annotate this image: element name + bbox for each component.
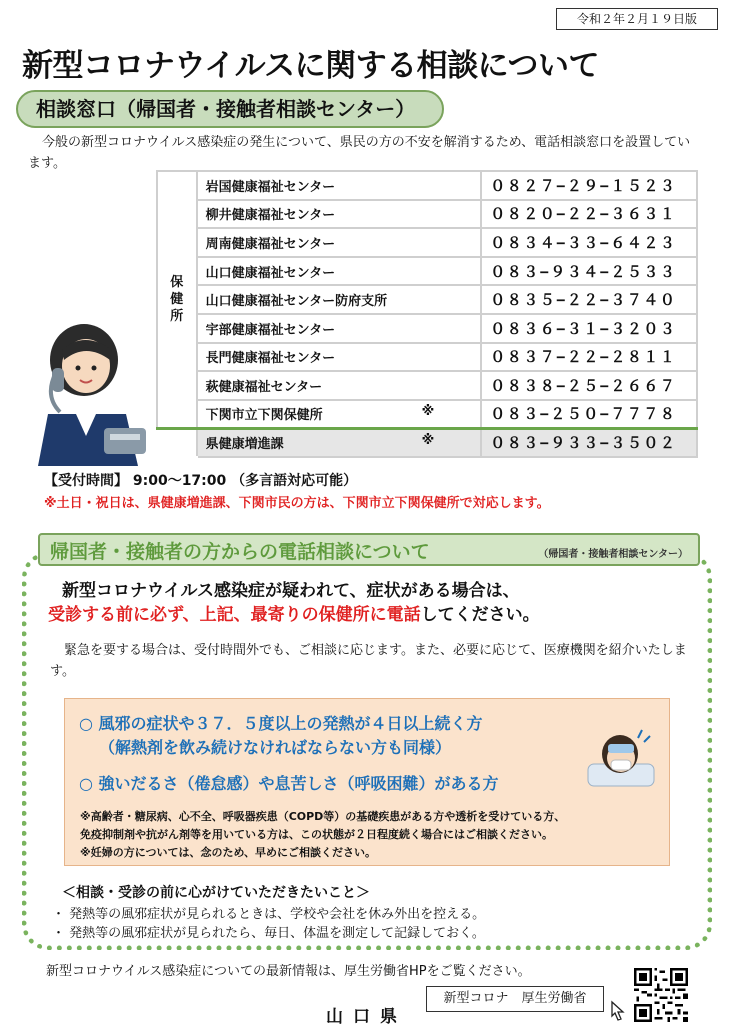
emergency-text: 緊急を要する場合は、受付時間外でも、ご相談に応じます。また、必要に応じて、医療機関を紹介いたします。 [50,643,687,679]
center-name [197,371,482,400]
center-name [197,285,482,314]
condition-note-2: 免疫抑制剤や抗がん剤等を用いている方は、この状態が２日程度続く場合にはご相談ください。 [80,828,553,841]
phone-number: ０８３８−２５−２６６７ [481,371,697,400]
center-name-text: 萩健康福祉センター [205,379,323,395]
phone-number: ０８２７−２９−１５２３ [481,171,697,200]
table-row-prefecture [157,428,697,457]
phone-number: ０８３７−２２−２８１１ [481,343,697,372]
center-name-text: 県健康増進課 [205,437,284,453]
center-name-text: 周南健康福祉センター [205,236,336,252]
page-title: 新型コロナウイルスに関する相談について [22,48,600,84]
note-mark: ※ [421,433,435,449]
sick-person-illustration [586,720,656,790]
lead-line-1: 新型コロナウイルス感染症が疑われて、症状がある場合は、 [62,581,520,601]
table-row [157,371,697,400]
table-row [157,400,697,429]
intro-text: 今般の新型コロナウイルス感染症の発生について、県民の方の不安を解消するため、電話相談窓口を設置しています。 [28,135,691,171]
center-name [197,171,482,200]
center-name [197,228,482,257]
center-name [197,257,482,286]
table-row [157,200,697,229]
phone-number: ０８３−９３３−３５０２ [481,428,697,457]
phone-number: ０８３−２５０−７７７８ [481,400,697,429]
edition-date: 令和２年２月１９日版 [556,8,718,30]
symptom-2: ○ 強いだるさ（倦怠感）や息苦しさ（呼吸困難）がある方 [79,774,499,793]
qr-code[interactable] [634,968,688,1022]
pointer-cursor-icon [606,1000,630,1022]
weekend-note: ※土日・祝日は、県健康増進課、下関市民の方は、下関市立下関保健所で対応します。 [44,496,550,511]
phone-number: ０８３４−３３−６４２３ [481,228,697,257]
center-name-text: 山口健康福祉センター防府支所 [205,294,388,310]
center-name [197,343,482,372]
phone-number: ０８３６−３１−３２０３ [481,314,697,343]
center-name [197,428,482,457]
table-row [157,171,697,200]
group-label-text: 保健所 [170,274,184,324]
center-name-text: 下関市立下関保健所 [205,408,323,424]
phone-number: ０８３５−２２−３７４０ [481,285,697,314]
tip-item: ・ 発熱等の風邪症状が見られるときは、学校や会社を休み外出を控える。 [52,907,486,922]
table-row [157,285,697,314]
phone-number: ０８２０−２２−３６３１ [481,200,697,229]
tip-item: ・ 発熱等の風邪症状が見られたら、毎日、体温を測定して記録しておく。 [52,926,485,941]
condition-note-1: ※高齢者・糖尿病、心不全、呼吸器疾患（COPD等）の基礎疾患がある方や透析を受けている方、 [80,810,566,823]
symptom-1: ○ 風邪の症状や３７．５度以上の発熱が４日以上続く方 [79,714,483,733]
phone-number: ０８３−９３４−２５３３ [481,257,697,286]
tips-heading: ＜相談・受診の前に心がけていただきたいこと＞ [62,885,370,901]
center-name-text: 山口健康福祉センター [205,265,336,281]
prefecture-name: 山口県 [326,1007,407,1024]
group-label-health-centers [157,171,197,428]
lead-line-2 [48,600,540,625]
center-name [197,400,482,429]
table-row [157,314,697,343]
table-row [157,343,697,372]
center-name-text: 柳井健康福祉センター [205,208,336,224]
contact-table [156,170,698,458]
phone-consult-title: 帰国者・接触者の方からの電話相談について [50,541,430,563]
note-mark: ※ [421,404,435,420]
center-name-text: 岩国健康福祉センター [205,179,336,195]
phone-consult-banner [38,533,700,566]
lead-emphasis: 受診する前に必ず、上記、最寄りの保健所に電話 [48,605,421,625]
center-name [197,314,482,343]
empty-cell [157,428,197,457]
center-name [197,200,482,229]
pregnancy-note: ※妊婦の方については、念のため、早めにご相談ください。 [80,846,377,859]
receptionist-illustration [34,316,152,466]
latest-info-text: 新型コロナウイルス感染症についての最新情報は、厚生労働省HPをご覧ください。 [46,964,531,979]
center-name-text: 宇部健康福祉センター [205,322,336,338]
phone-consult-subtitle: （帰国者・接触者相談センター） [538,549,688,560]
symptom-1-note: （解熱剤を飲み続けなければならない方も同様） [99,738,452,757]
center-name-text: 長門健康福祉センター [205,351,336,367]
lead-tail: してください。 [420,605,540,625]
reception-hours: 【受付時間】 9:00～17:00 （多言語対応可能） [44,473,358,489]
search-keyword-box: 新型コロナ 厚生労働省 [426,986,604,1012]
section-title-consult-window: 相談窓口（帰国者・接触者相談センター） [16,90,444,128]
table-row [157,228,697,257]
table-row [157,257,697,286]
